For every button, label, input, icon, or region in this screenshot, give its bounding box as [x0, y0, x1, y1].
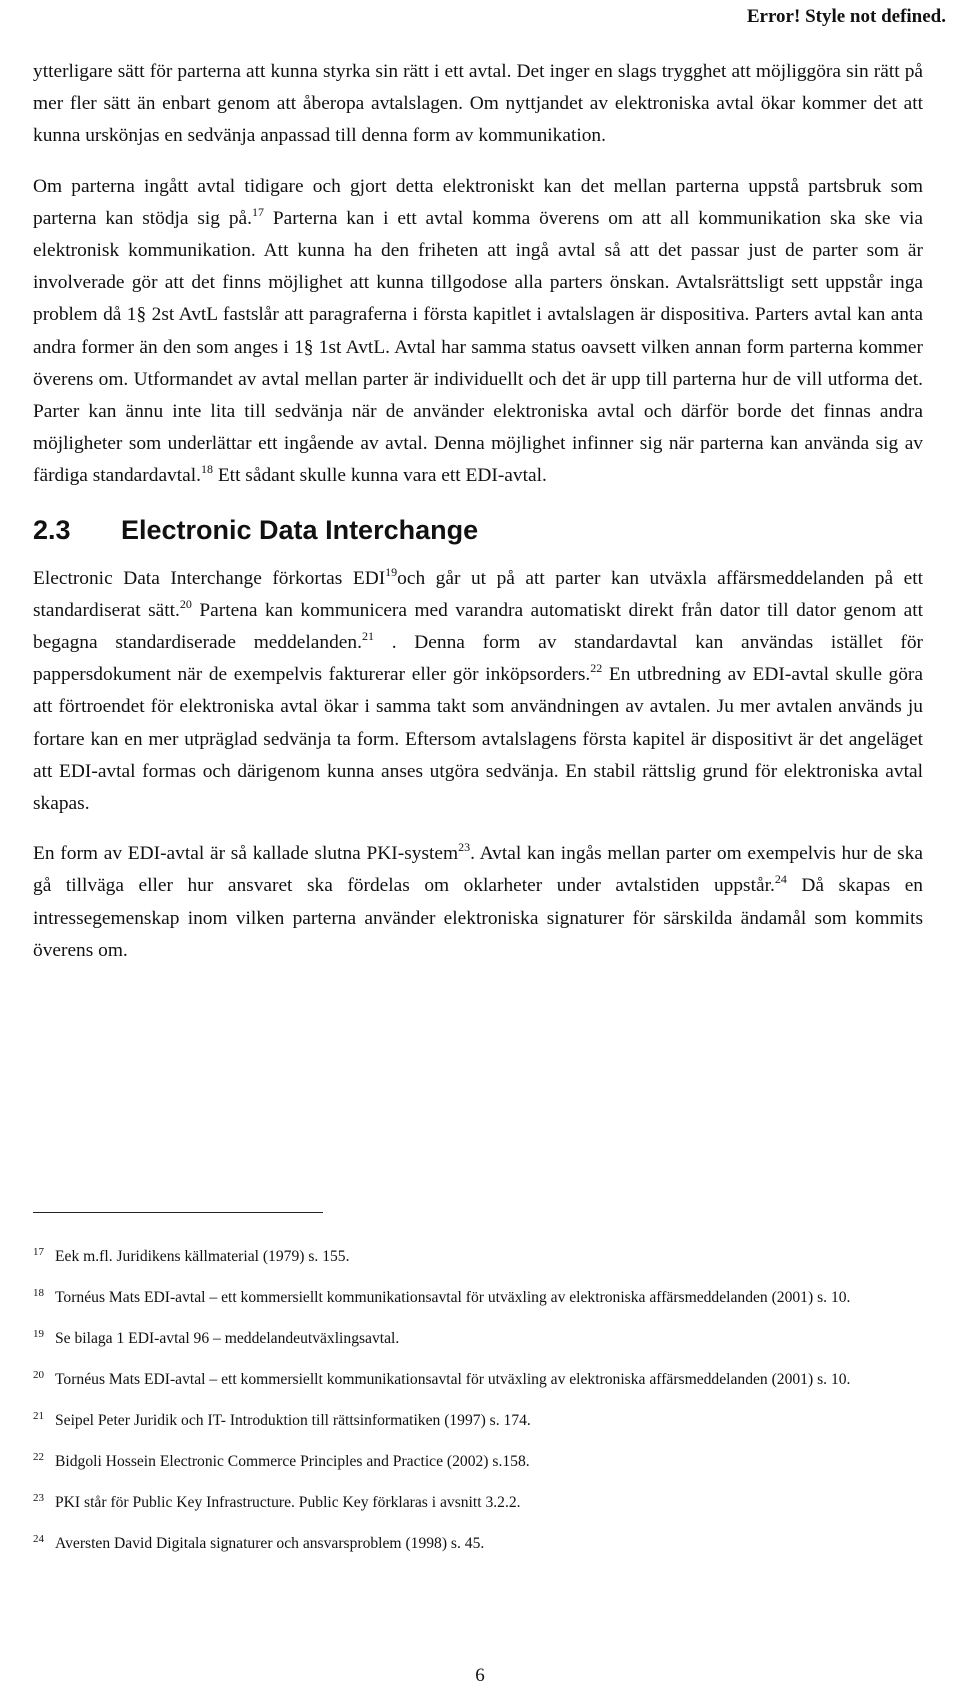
footnote-ref-19[interactable]: 19 — [385, 564, 398, 579]
footnote-ref-21[interactable]: 21 — [361, 629, 374, 644]
paragraph-3-text-d: . Denna form av standardavtal kan användas istället för pappersdokument när de exempelvis fakturerar eller gör inköpsorders. — [33, 632, 923, 686]
paragraph-4-text-b: . Avtal kan ingås mellan parter om exempelvis hur de ska gå tillväga eller hur ansvaret ska fördelas om oklarheter under avtalstiden uppstår. — [33, 843, 923, 897]
footnote-24 — [33, 1532, 923, 1555]
footnote-20 — [33, 1368, 923, 1391]
running-header: Error! Style not defined. — [746, 6, 946, 27]
footnote-text: Tornéus Mats EDI-avtal – ett kommersiellt kommunikationsavtal för utväxling av elektroniska affärsmeddelanden (2001) s. 10. — [55, 1289, 851, 1306]
footnote-text: Tornéus Mats EDI-avtal – ett kommersiellt kommunikationsavtal för utväxling av elektroniska affärsmeddelanden (2001) s. 10. — [55, 1371, 851, 1388]
footnote-mark: 24 — [33, 1533, 44, 1545]
paragraph-2-text-b: Parterna kan i ett avtal komma överens om att all kommunikation ska ske via elektronisk kommunikation. Att kunna ha den friheten att ingå avtal så att det passar just de parter som är involverade gör att det finns möjlighet att kunna tillgodose alla parters önskan. Avtalsrättsligt sett uppstår inga problem då 1§ 2st AvtL fastslår att paragraferna i första kapitlet i avtalslagen är dispositiva. Parters avtal kan anta andra former än den som anges i 1§ 1st AvtL. Avtal har samma status oavsett vilken annan form parterna kommer överens om. Utformandet av avtal mellan parter är individuellt och det är upp till parterna hur de vill utforma det. Parter kan ännu inte lita till sedvänja när de använder elektroniska avtal och därför borde det finnas andra möjligheter som underlättar ett ingående av avtal. Denna möjlighet infinner sig när parterna kan använda sig av färdiga standardavtal. — [33, 207, 924, 487]
footnote-mark: 22 — [33, 1451, 44, 1463]
footnote-text: PKI står för Public Key Infrastructure. Public Key förklaras i avsnitt 3.2.2. — [55, 1494, 521, 1511]
footnotes-list — [33, 1245, 923, 1573]
footnote-ref-23[interactable]: 23 — [458, 840, 471, 855]
footnote-ref-20[interactable]: 20 — [179, 596, 192, 611]
paragraph-3-text-a: Electronic Data Interchange förkortas EDI — [33, 567, 386, 589]
paragraph-2 — [33, 171, 923, 493]
footnote-17 — [33, 1245, 923, 1268]
footnote-ref-17[interactable]: 17 — [251, 204, 264, 219]
paragraph-4 — [33, 838, 923, 967]
section-title: Electronic Data Interchange — [121, 514, 479, 545]
paragraph-3-text-b: och går ut på att parter kan utväxla affärsmeddelanden på ett standardiserat sätt. — [33, 567, 923, 621]
footnote-19 — [33, 1327, 923, 1350]
footnote-23 — [33, 1491, 923, 1514]
footnote-22 — [33, 1450, 923, 1473]
footnote-mark: 17 — [33, 1246, 44, 1258]
footnote-18 — [33, 1286, 923, 1309]
paragraph-4-text-a: En form av EDI-avtal är så kallade slutna PKI-system — [33, 843, 459, 865]
footnote-text: Eek m.fl. Juridikens källmaterial (1979) s. 155. — [55, 1248, 350, 1265]
paragraph-4-text-c: Då skapas en intressegemenskap inom vilken parterna använder elektroniska signaturer för särskilda ändamål som kommits överens om. — [33, 875, 923, 961]
footnote-mark: 23 — [33, 1492, 44, 1504]
footnote-mark: 19 — [33, 1328, 44, 1340]
footnote-separator — [33, 1212, 323, 1213]
paragraph-1: ytterligare sätt för parterna att kunna styrka sin rätt i ett avtal. Det inger en slags trygghet att möjliggöra sin rätt på mer fler sätt än enbart genom att åberopa avtalslagen. Om nyttjandet av elektroniska avtal ökar kommer det att kunna urskönjas en sedvänja anpassad till denna form av kommunikation. — [33, 61, 923, 147]
footnote-ref-18[interactable]: 18 — [200, 462, 213, 477]
paragraph-3-text-c: Partena kan kommunicera med varandra automatiskt direkt från dator till dator genom att begagna standardiserade meddelanden. — [33, 599, 923, 654]
page-body — [33, 56, 923, 985]
paragraph-2-text-c: Ett sådant skulle kunna vara ett EDI-avtal. — [212, 465, 547, 487]
paragraph-2-text-a: Om parterna ingått avtal tidigare och gjort detta elektroniskt kan det mellan parterna uppstå partsbruk som parterna kan stödja sig på. — [33, 175, 923, 229]
footnote-text: Bidgoli Hossein Electronic Commerce Principles and Practice (2002) s.158. — [55, 1453, 530, 1470]
footnote-21 — [33, 1409, 923, 1432]
footnote-ref-24[interactable]: 24 — [774, 872, 787, 887]
footnote-mark: 21 — [33, 1410, 44, 1422]
footnote-text: Se bilaga 1 EDI-avtal 96 – meddelandeutväxlingsavtal. — [55, 1330, 400, 1347]
footnote-mark: 18 — [33, 1287, 44, 1299]
section-number: 2.3 — [33, 514, 71, 545]
page-number: 6 — [475, 1665, 485, 1686]
paragraph-3-text-e: En utbredning av EDI-avtal skulle göra att förtroendet för elektroniska avtal ökar i samma takt som användningen av avtalen. Ju mer avtalen används ju fortare kan en mer utpräglad sedvänja ta form. Eftersom avtalslagens första kapitel är dispositivt är det angeläget att EDI-avtal formas och därigenom kunna anses utgöra sedvänja. En stabil rättslig grund för elektroniska avtal skapas. — [33, 664, 923, 815]
paragraph-3 — [33, 563, 923, 821]
footnote-ref-22[interactable]: 22 — [590, 661, 603, 676]
footnote-text: Aversten David Digitala signaturer och ansvarsproblem (1998) s. 45. — [55, 1535, 485, 1552]
section-heading — [33, 513, 923, 547]
footnote-text: Seipel Peter Juridik och IT- Introduktion till rättsinformatiken (1997) s. 174. — [55, 1412, 531, 1429]
footnote-mark: 20 — [33, 1369, 44, 1381]
